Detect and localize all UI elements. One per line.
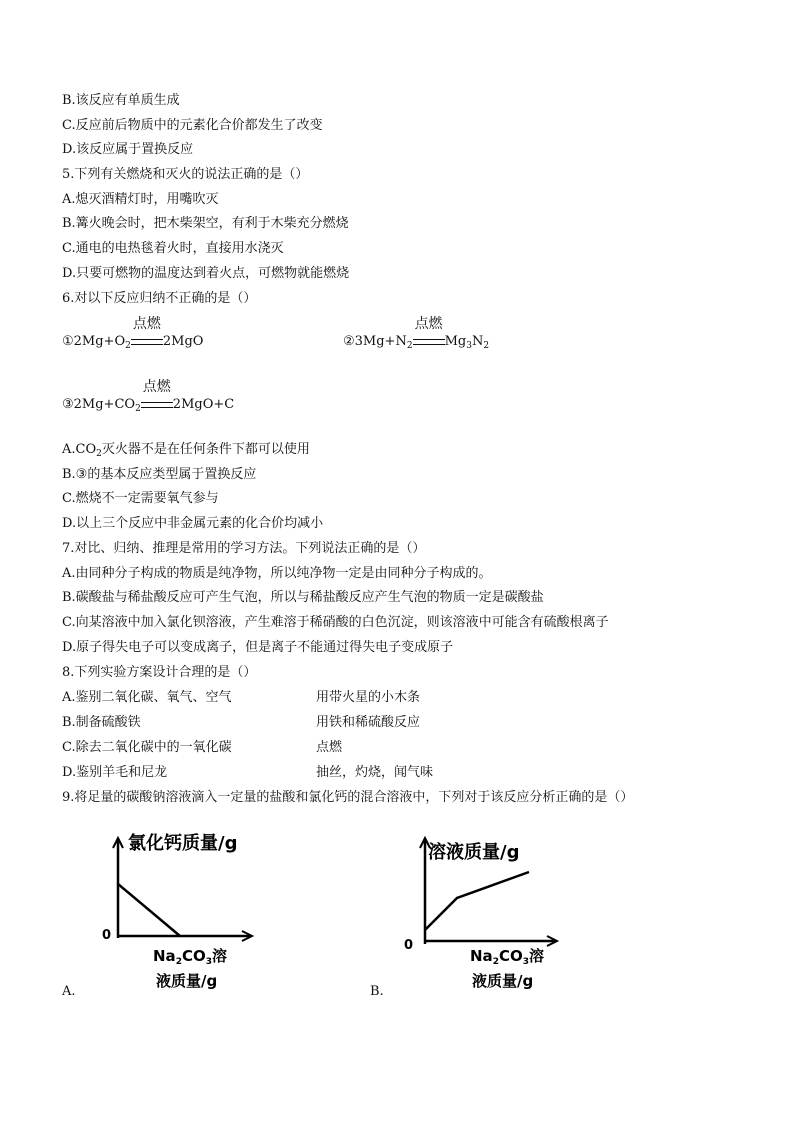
reaction-condition: 点燃 — [131, 333, 163, 345]
q7-option-b: B.碳酸盐与稀盐酸反应可产生气泡，所以与稀盐酸反应产生气泡的物质一定是碳酸盐 — [62, 590, 544, 605]
graph-a-ylabel: 氯化钙质量/g — [128, 833, 238, 854]
q6-stem: 6.对以下反应归纳不正确的是（） — [62, 291, 257, 306]
q5-option-a: A.熄灭酒精灯时，用嘴吹灭 — [62, 192, 219, 207]
graph-b-curve — [425, 872, 529, 930]
graph-b-origin: 0 — [404, 938, 414, 953]
q8-option-a: A.鉴别二氧化碳、氧气、空气 — [62, 690, 232, 705]
q8-option-d-method: 抽丝，灼烧，闻气味 — [316, 765, 434, 780]
q4-option-b: B.该反应有单质生成 — [62, 93, 180, 108]
q8-option-c: C.除去二氧化碳中的一氧化碳 — [62, 740, 232, 755]
q5-option-c: C.通电的电热毯着火时，直接用水浇灭 — [62, 241, 284, 256]
q8-option-d: D.鉴别羊毛和尼龙 — [62, 765, 168, 780]
graph-b-xlabel-line2: 液质量/g — [472, 972, 534, 990]
reaction-condition: 点燃 — [413, 333, 445, 345]
q7-option-a: A.由同种分子构成的物质是纯净物，所以纯净物一定是由同种分子构成的。 — [62, 566, 492, 581]
q7-option-c: C.向某溶液中加入氯化钡溶液，产生难溶于稀硝酸的白色沉淀，则该溶液中可能含有硫酸根离子 — [62, 615, 609, 630]
q8-option-a-method: 用带火星的小木条 — [316, 690, 421, 705]
q6-option-c: C.燃烧不一定需要氧气参与 — [62, 491, 219, 506]
graph-b-ylabel: 溶液质量/g — [428, 842, 520, 863]
q5-stem: 5.下列有关燃烧和灭火的说法正确的是（） — [62, 167, 309, 182]
graph-a-curve — [118, 884, 180, 936]
q9-stem: 9.将足量的碳酸钠溶液滴入一定量的盐酸和氯化钙的混合溶液中，下列对于该反应分析正确的是（） — [62, 790, 634, 805]
q7-option-d: D.原子得失电子可以变成离子，但是离子不能通过得失电子变成原子 — [62, 640, 454, 655]
q6-option-a: $A.CO_2$灭火器不是在任何条件下都可以使用 — [62, 442, 310, 459]
q8-option-b-method: 用铁和稀硫酸反应 — [316, 715, 421, 730]
graph-b-xlabel: $Na_2CO_3$溶 — [470, 947, 544, 967]
equation-3: $③2Mg+CO_2$ 点燃 2MgO+C — [62, 379, 235, 414]
reaction-condition: 点燃 — [141, 396, 173, 408]
q6-option-d: D.以上三个反应中非金属元素的化合价均减小 — [62, 516, 324, 531]
q7-stem: 7.对比、归纳、推理是常用的学习方法。下列说法正确的是（） — [62, 541, 426, 556]
q5-option-d: D.只要可燃物的温度达到着火点，可燃物就能燃烧 — [62, 266, 350, 281]
q6-option-b: B.③的基本反应类型属于置换反应 — [62, 467, 257, 482]
q4-option-c: C.反应前后物质中的元素化合价都发生了改变 — [62, 118, 323, 133]
q5-option-b: B.篝火晚会时，把木柴架空，有利于木柴充分燃烧 — [62, 216, 349, 231]
q8-option-c-method: 点燃 — [316, 740, 343, 755]
q4-option-d: D.该反应属于置换反应 — [62, 142, 194, 157]
graph-a-origin: 0 — [102, 928, 112, 943]
q8-option-b: B.制备硫酸铁 — [62, 715, 141, 730]
equation-1: $①2Mg+O_2$ 点燃 2MgO — [62, 316, 204, 351]
graph-b-letter: B. — [370, 984, 384, 999]
graph-a-xlabel: $Na_2CO_3$溶 — [153, 947, 227, 967]
graph-a-letter: A. — [62, 984, 76, 999]
graph-a-xlabel-line2: 液质量/g — [156, 972, 218, 990]
equation-2: $②3Mg+N_2$ 点燃 $Mg_3N_2$ — [343, 316, 490, 351]
q8-stem: 8.下列实验方案设计合理的是（） — [62, 665, 257, 680]
